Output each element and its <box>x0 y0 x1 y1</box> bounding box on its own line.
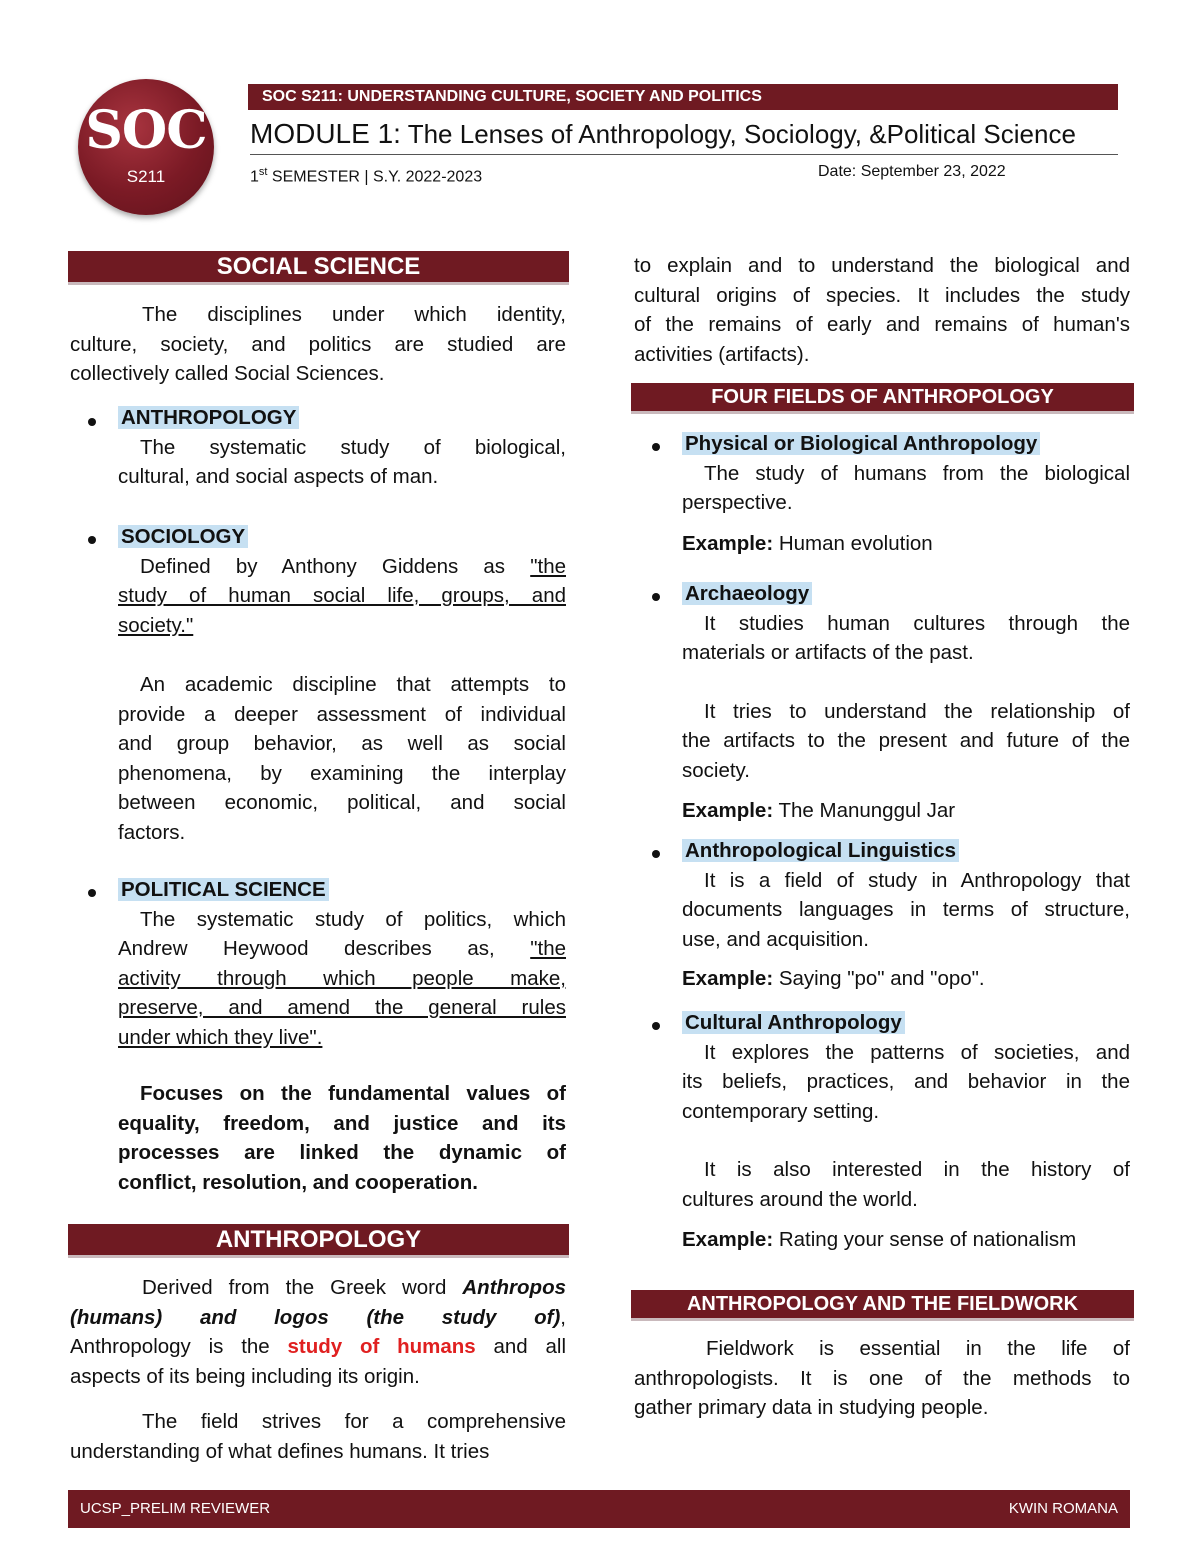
section-heading-fieldwork: ANTHROPOLOGY AND THE FIELDWORK <box>631 1290 1134 1321</box>
section-heading-social-science: SOCIAL SCIENCE <box>68 251 569 285</box>
example-text: The Manunggul Jar <box>773 799 956 822</box>
text-line: anthropologists. It is one of the methods to <box>634 1366 1130 1390</box>
footer-right: KWIN ROMANA <box>1008 1500 1118 1517</box>
anthropology-bullet <box>118 403 566 492</box>
anthropology-continued <box>634 251 1130 369</box>
text-line: equality, freedom, and justice and its <box>118 1111 566 1135</box>
term-linguistics: Anthropological Linguistics <box>682 839 959 862</box>
example-line <box>682 1225 1130 1255</box>
example-label: Example: <box>682 531 774 555</box>
term-archaeology: Archaeology <box>682 582 812 605</box>
physical-anthropology-bullet <box>682 429 1130 558</box>
text-line: its beliefs, practices, and behavior in the <box>682 1070 1130 1093</box>
focus-paragraph <box>118 1079 566 1197</box>
text-run: and all <box>475 1335 566 1358</box>
text-line: activities (artifacts). <box>634 342 810 366</box>
semester-sup: st <box>258 166 268 178</box>
cultural-anthropology-bullet <box>682 1008 1130 1255</box>
text-line: It is also interested in the history of <box>704 1158 1130 1181</box>
text-line: use, and acquisition. <box>682 927 869 951</box>
text-line: understanding of what defines humans. It tries <box>70 1439 490 1463</box>
bullet-icon <box>88 536 96 544</box>
section-heading-four-fields: FOUR FIELDS OF ANTHROPOLOGY <box>631 383 1134 414</box>
course-title-bar: SOC S211: UNDERSTANDING CULTURE, SOCIETY AND POLITICS <box>248 84 1118 110</box>
text-line: Focuses on the fundamental values of <box>140 1082 566 1105</box>
example-text: Human evolution <box>773 531 933 555</box>
greek-term: (humans) and logos (the study of) <box>70 1305 561 1329</box>
bullet-icon <box>88 418 96 426</box>
text-line: The systematic study of politics, which <box>140 907 566 931</box>
text-line: gather primary data in studying people. <box>634 1396 989 1419</box>
semester-rest: SEMESTER | S.Y. 2022-2023 <box>267 168 483 186</box>
term-anthropology: ANTHROPOLOGY <box>118 406 299 429</box>
text-line <box>118 934 566 964</box>
example-label: Example: <box>682 967 774 990</box>
text-line: to explain and to understand the biological and <box>634 254 1130 277</box>
logo-text: SOC <box>85 100 207 161</box>
text-line: provide a deeper assessment of individual <box>118 702 566 726</box>
term-physical-anthropology: Physical or Biological Anthropology <box>682 432 1040 455</box>
quote-text: "the <box>530 554 566 578</box>
term-sociology: SOCIOLOGY <box>118 525 248 548</box>
text-line: documents languages in terms of structure, <box>682 898 1130 921</box>
text-run: Derived from the Greek word <box>142 1276 463 1299</box>
quote-text: preserve, and amend the general rules <box>118 996 566 1019</box>
text-run: Defined by Anthony Giddens as <box>140 554 531 578</box>
text-line: collectively called Social Sciences. <box>70 362 385 385</box>
bullet-icon <box>652 593 660 601</box>
text-line: Fieldwork is essential in the life of <box>706 1337 1130 1360</box>
module-title-text: The Lenses of Anthropology, Sociology, &Political Science <box>407 119 1076 149</box>
text-line: It explores the patterns of societies, and <box>704 1040 1130 1064</box>
greek-term: Anthropos <box>462 1276 566 1299</box>
text-line: The field strives for a comprehensive <box>142 1410 566 1433</box>
text-line: conflict, resolution, and cooperation. <box>118 1170 478 1194</box>
text-line: culture, society, and politics are studied are <box>70 332 566 356</box>
semester-num: 1 <box>250 168 259 186</box>
social-science-intro <box>70 300 566 389</box>
text-line: contemporary setting. <box>682 1099 880 1123</box>
text-run: Andrew Heywood describes as, <box>118 937 531 960</box>
soc-logo <box>78 79 214 215</box>
text-line <box>118 552 566 582</box>
text-line: factors. <box>118 820 186 844</box>
example-label: Example: <box>682 799 774 822</box>
text-line: cultures around the world. <box>682 1187 918 1211</box>
bullet-icon <box>88 889 96 897</box>
archaeology-bullet <box>682 579 1130 826</box>
political-science-bullet <box>118 875 566 1052</box>
anthropology-paragraph-2 <box>70 1407 566 1466</box>
example-line <box>682 529 1130 559</box>
text-line: of the remains of early and remains of human's <box>634 313 1130 336</box>
text-line: society. <box>682 758 750 782</box>
text-line: perspective. <box>682 491 793 514</box>
text-line: The disciplines under which identity, <box>142 303 566 326</box>
footer-bar <box>68 1490 1130 1528</box>
text-line: It tries to understand the relationship of <box>704 699 1130 723</box>
quote-text: study of human social life, groups, and <box>118 584 566 607</box>
text-line: It studies human cultures through the <box>704 611 1130 635</box>
text-line: The systematic study of biological, <box>140 435 566 459</box>
anthropology-paragraph-1 <box>70 1273 566 1391</box>
text-line <box>70 1332 566 1362</box>
text-line: processes are linked the dynamic of <box>118 1141 566 1164</box>
example-label: Example: <box>682 1228 774 1251</box>
text-line <box>70 1273 566 1303</box>
fieldwork-paragraph <box>634 1334 1130 1423</box>
text-line: materials or artifacts of the past. <box>682 641 974 664</box>
highlight-text: study of humans <box>287 1335 476 1358</box>
quote-text: society." <box>118 613 194 637</box>
footer-left: UCSP_PRELIM REVIEWER <box>80 1500 271 1517</box>
bullet-icon <box>652 850 660 858</box>
linguistics-bullet <box>682 836 1130 994</box>
text-line: It is a field of study in Anthropology that <box>704 868 1130 892</box>
text-line: phenomena, by examining the interplay <box>118 761 566 785</box>
text-run: Anthropology is the <box>70 1335 288 1358</box>
text-line: between economic, political, and social <box>118 791 566 814</box>
quote-text: activity through which people make, <box>118 966 566 990</box>
text-line: and group behavior, as well as social <box>118 732 566 755</box>
example-line <box>682 796 1130 826</box>
text-line: cultural, and social aspects of man. <box>118 465 439 488</box>
semester-line <box>250 161 482 188</box>
term-cultural-anthropology: Cultural Anthropology <box>682 1011 905 1034</box>
bullet-icon <box>652 443 660 451</box>
quote-text: "the <box>530 937 566 960</box>
text-line: An academic discipline that attempts to <box>140 673 566 696</box>
example-line <box>682 964 1130 994</box>
bullet-icon <box>652 1022 660 1030</box>
module-title <box>250 116 1118 155</box>
term-political-science: POLITICAL SCIENCE <box>118 878 329 901</box>
example-text: Saying "po" and "opo". <box>773 967 985 990</box>
example-text: Rating your sense of nationalism <box>773 1228 1077 1251</box>
text-line: The study of humans from the biological <box>704 461 1130 485</box>
module-label: MODULE 1: <box>250 118 401 149</box>
sociology-paragraph <box>118 670 566 847</box>
quote-text: under which they live". <box>118 1025 323 1049</box>
date-line: Date: September 23, 2022 <box>818 163 1006 180</box>
text-run: , <box>560 1305 566 1329</box>
sociology-bullet <box>118 522 566 640</box>
text-line: the artifacts to the present and future of the <box>682 729 1130 752</box>
logo-subtext: S211 <box>126 167 166 186</box>
text-line: cultural origins of species. It includes the study <box>634 283 1130 307</box>
text-line <box>70 1303 566 1333</box>
text-line: aspects of its being including its origin. <box>70 1364 420 1388</box>
section-heading-anthropology: ANTHROPOLOGY <box>68 1224 569 1258</box>
